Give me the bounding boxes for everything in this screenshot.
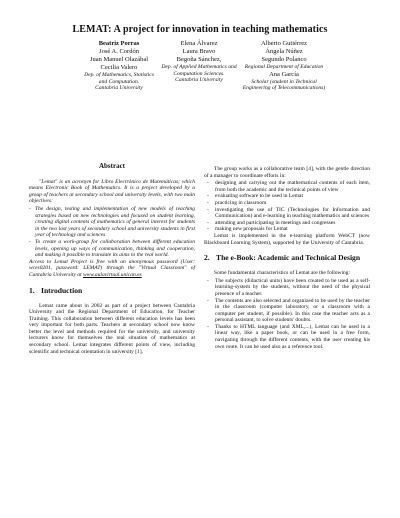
left-column (29, 163, 195, 356)
author-affiliation: Dep. of Applied Mathematics and (161, 64, 237, 70)
author-name: José A. Cordón (99, 48, 139, 55)
abstract-heading: Abstract (98, 162, 126, 170)
author-name: Segundo Polanco (261, 56, 307, 63)
body-paragraph: The group works as a collaborative team [4], with the gentle direction of a manager to coordinate efforts in: (204, 166, 370, 179)
list-item: - evaluating software to be used in Lemat (207, 193, 303, 200)
author-affiliation: Regional Department of Education (244, 64, 324, 70)
author-name: Juan Manuel Olazábal (89, 56, 149, 63)
paper-title: LEMAT: A project for innovation in teaching mathematics (72, 24, 328, 35)
abstract-access-paragraph: Access to Lemat Project is free with an anonymous password (User: wces0201, password: LEMAT) through the "Virtual Classroom" of Cantabria University at www.aulavirtual.unican.es (29, 258, 195, 278)
author-affiliation: and Computation. (98, 78, 140, 85)
author-block-3 (230, 40, 338, 92)
author-name: Ángela Núñez (265, 48, 303, 55)
list-item: - designing and carrying out the mathematical contents of each item, from both the academic and the technical points of view (207, 180, 370, 193)
abstract-item: - The design, testing and implementation of new models of teaching strategies based on new technologies and focused on student learning, creating digital contents of mathematics of general interest for students in the two last years of secondary school and university students in first year of technology and sciences (29, 205, 195, 239)
body-paragraph: Some fundamental characteristics of Lemat are the following: (214, 270, 351, 277)
right-column (204, 166, 370, 350)
abstract-item: - To create a work-group for collaboration between different education levels, opening up ways of communication, thinking and cooperation, and making it possible to translate its aims to the real world. (29, 238, 195, 259)
section-heading-ebook: 2. The e-Book: Academic and Technical Design (204, 253, 361, 263)
author-affiliation: Cantabria University (95, 85, 143, 92)
abstract-body (29, 179, 195, 279)
author-affiliation: Computation Sciences. (173, 70, 225, 77)
abstract-paragraph: "Lemat" is an acronym for Libro Electrónico de Matemáticas; which means Electronic Book of Mathematics. It is a project developed by a group of teachers at secondary school and university levels, with two main objectives: (29, 178, 195, 205)
author-name: Laura Bravo (182, 48, 216, 55)
author-name: Cecilia Valero (100, 64, 138, 71)
list-item: - The subjects (didactical units) have been created to be used as a self-learning-system by the students, without the need of the physical presence of a teacher. (207, 277, 370, 297)
author-affiliation: Engineering of Telecommunications) (242, 85, 326, 92)
list-item: - making new proposals for Lemat (207, 226, 288, 233)
list-item: - investigating the use of TIC (Technologies for Information and Communication) and e-learning in teaching mathematics and sciences (207, 206, 370, 220)
section-heading-introduction: 1. Introduction (29, 285, 83, 295)
list-item: - attending and participating in meetings and congresses (207, 219, 336, 226)
list-item: - practicing in classroom (207, 199, 267, 206)
author-name: Begoña Sánchez, (176, 56, 222, 63)
author-name: Beatriz Porras (98, 40, 140, 47)
intro-paragraph: Lemat came about in 2002 as part of a project between Cantabria University and the Regional Department of Education, for Teacher Training. This collaboration between different education levels has been very important for both parts. Teachers at secondary school now know better the level and methods required for the university, and university lecturers know for themselves the real situation of mathematics at secondary school. Lemat integrates different points of view, including scientific and technical orientation in university [1]. (29, 302, 195, 355)
author-name: Elena Álvarez (180, 40, 218, 47)
author-name: Ana García (269, 70, 299, 78)
virtual-classroom-link[interactable]: www.aulavirtual.unican.es (82, 271, 142, 278)
list-item: - The contents are also selected and organized to be used by the teacher in the classroom (computer laboratory, or a classroom with a computer per student, if possible). In this case the teacher acts as a personal assistant, to solve students' doubts. (207, 297, 370, 324)
list-item: - Thanks to HTML language (and XML,...), Lemat can be used in a linear way, like a paper book, or can be used in a free form, navigating through the different contents, with the user creating his own route. It can be used also as a reference tool. (207, 323, 370, 350)
author-affiliation: Dep. of Mathematics, Statistics (84, 72, 154, 78)
author-affiliation: Scholar (student in Technical (251, 78, 317, 85)
body-paragraph: Lemat is implemented in the e-learning platform WebCT (now Blackboard Learning System), supported by the University of Cantabria. (204, 232, 370, 246)
author-affiliation: Cantabria University (175, 77, 223, 84)
author-name: Alberto Gutiérrez (260, 40, 308, 47)
